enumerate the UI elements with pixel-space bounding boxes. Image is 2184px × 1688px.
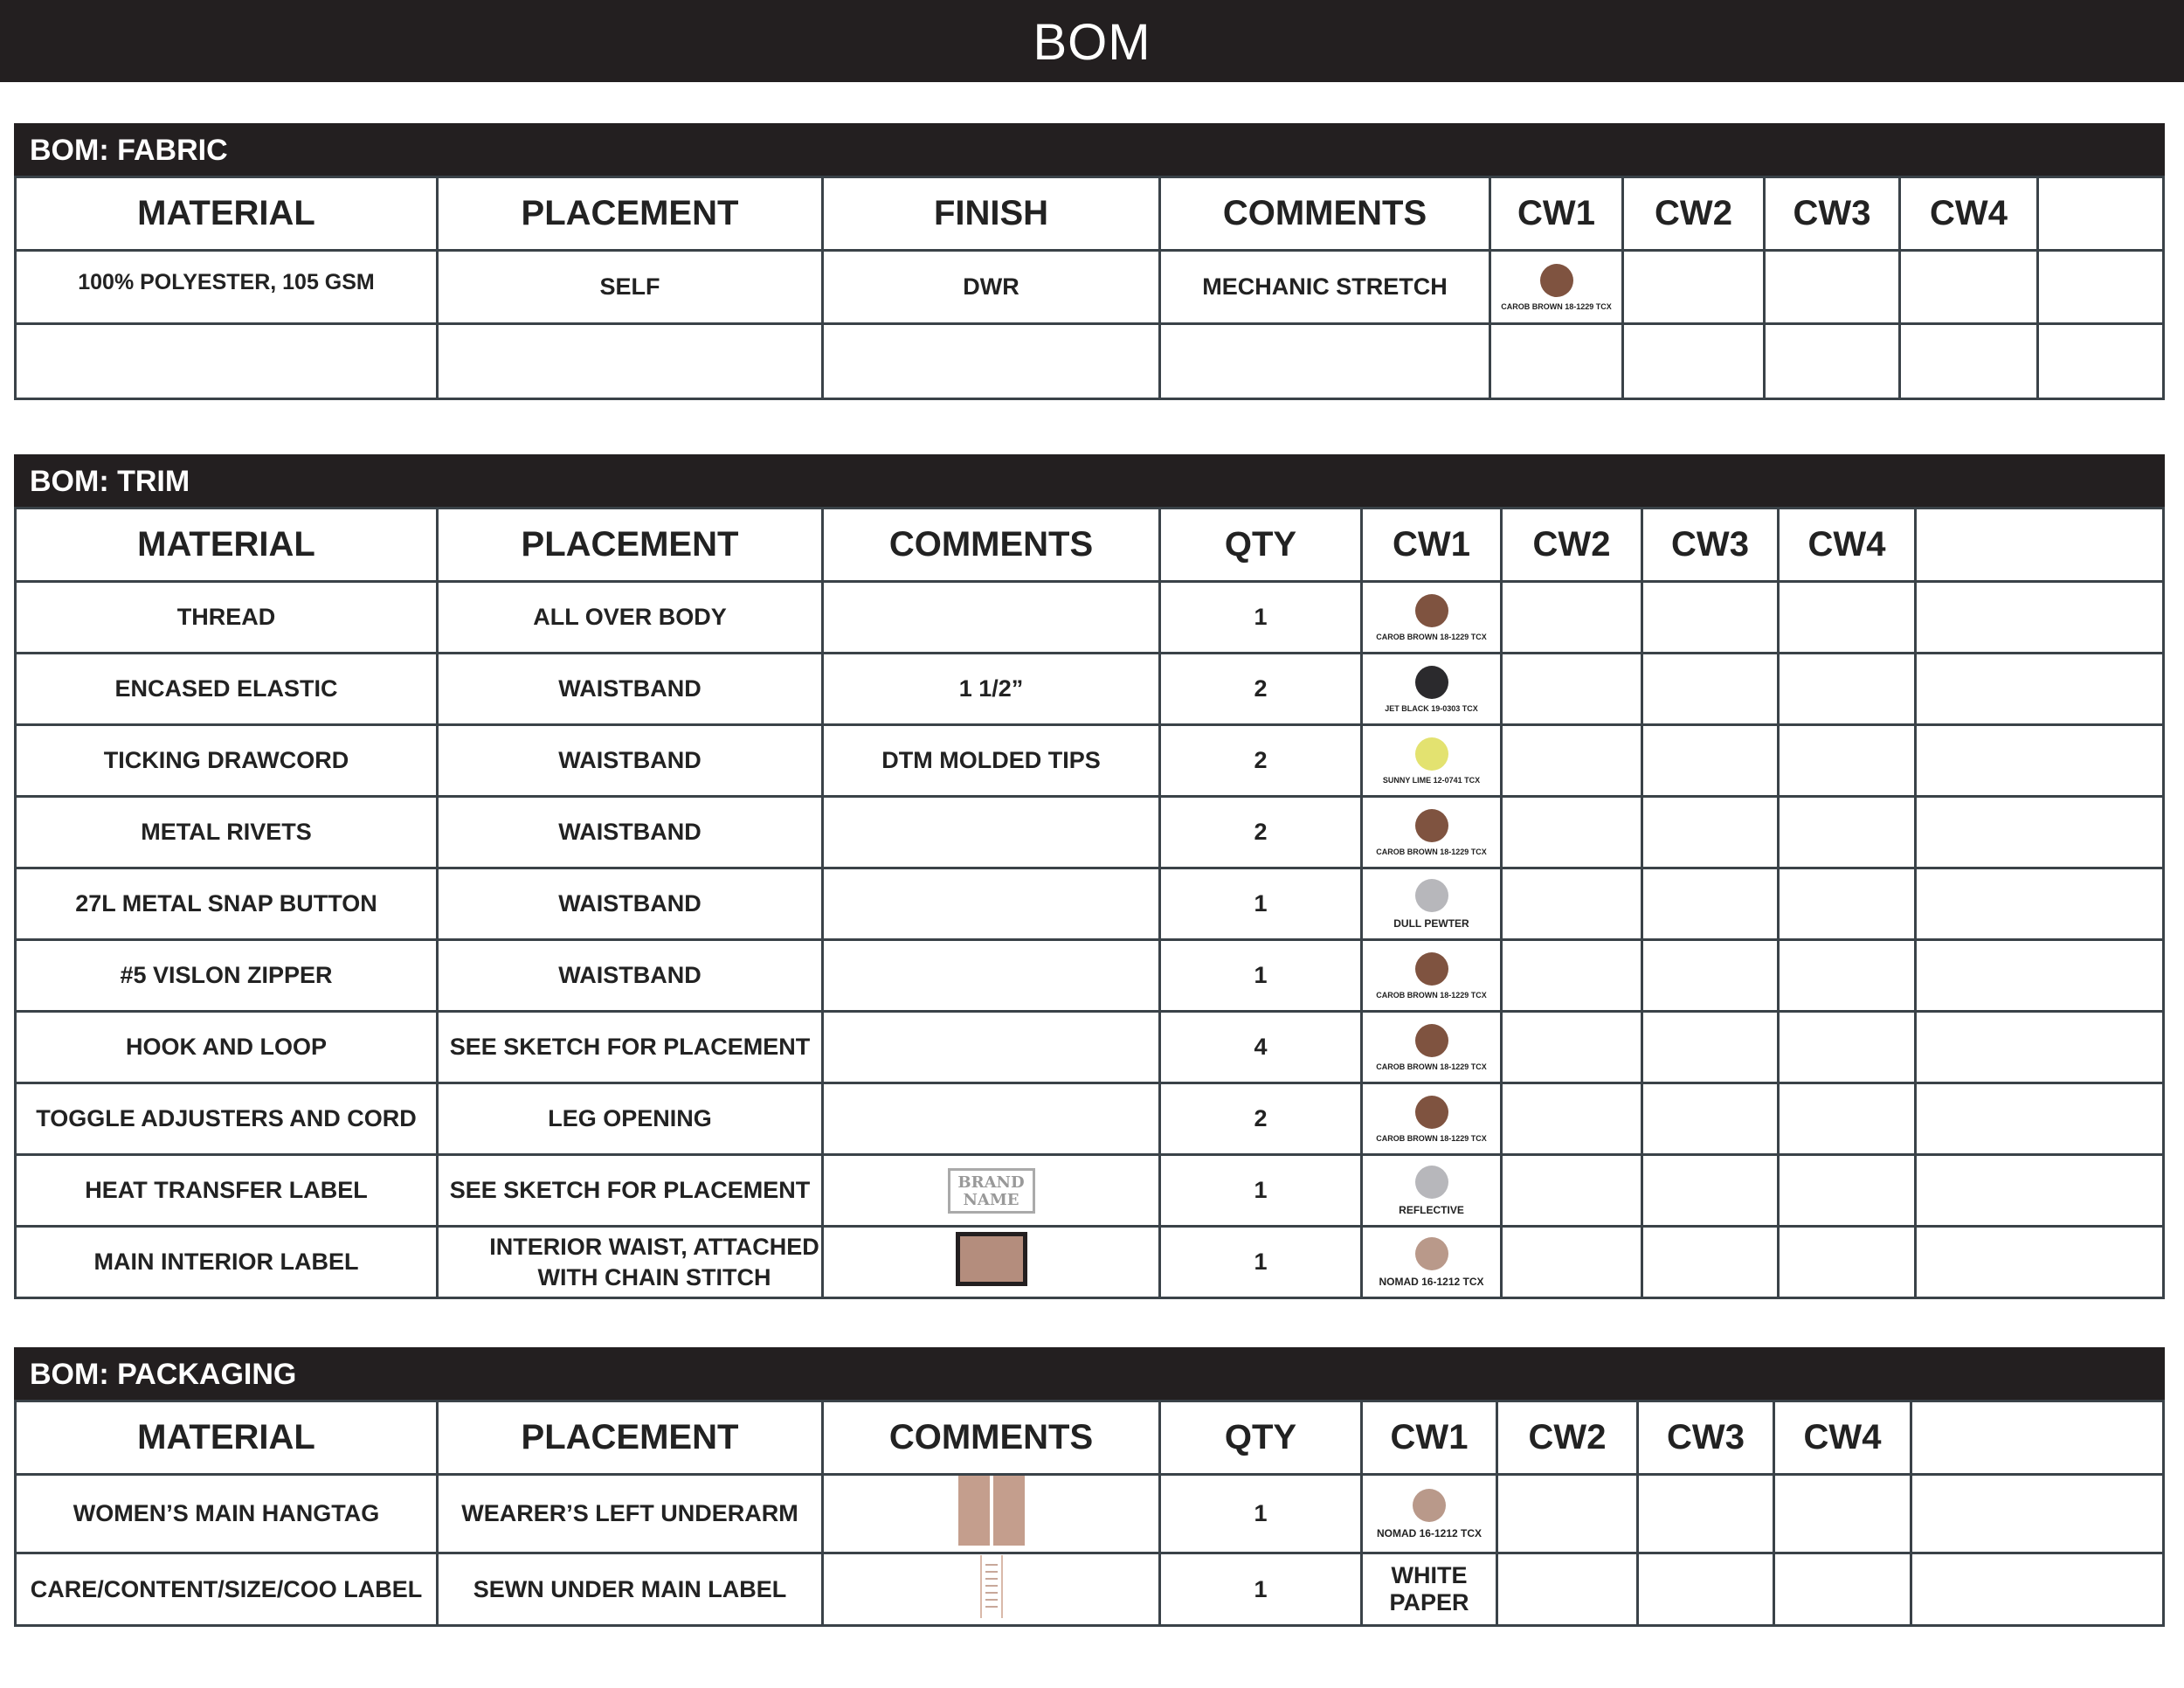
header-material: MATERIAL [16,177,438,251]
packaging-table [14,1400,2165,1627]
table-row [16,1012,2164,1083]
header-cw1: CW1 [1362,1401,1497,1475]
extra-cell [1916,582,2164,654]
cw4-cell [1779,940,1916,1012]
cw4-cell [1779,1155,1916,1227]
extra-cell [1916,654,2164,725]
table-row [16,251,2164,324]
trim-section [14,454,2165,1299]
cw3-cell [1642,582,1779,654]
qty-cell: 1 [1160,582,1362,654]
main-label-image [956,1232,1027,1286]
placement-cell: ALL OVER BODY [438,582,823,654]
cw3-cell [1642,940,1779,1012]
header-comments: COMMENTS [823,508,1160,582]
cw3-cell [1638,1553,1774,1626]
swatch-label: NOMAD 16-1212 TCX [1379,1275,1484,1288]
cw4-cell [1774,1475,1911,1553]
color-swatch [1415,737,1448,771]
finish-cell [823,324,1160,399]
color-text: WHITE PAPER [1389,1562,1469,1615]
comments-cell [1160,324,1490,399]
packaging-section [14,1347,2165,1627]
table-row [16,725,2164,797]
cw3-cell [1642,1012,1779,1083]
cw3-cell [1642,654,1779,725]
color-swatch [1415,666,1448,699]
swatch-label: REFLECTIVE [1399,1203,1464,1216]
swatch-label: SUNNY LIME 12-0741 TCX [1382,775,1481,785]
extra-cell [1911,1475,2164,1553]
swatch-label: NOMAD 16-1212 TCX [1376,1526,1482,1539]
header-comments: COMMENTS [1160,177,1490,251]
placement-cell: WAISTBAND [438,940,823,1012]
table-row [16,1155,2164,1227]
header-cw4: CW4 [1774,1401,1911,1475]
header-qty: QTY [1160,1401,1362,1475]
cw2-cell [1502,940,1642,1012]
extra-cell [1916,725,2164,797]
comments-cell [823,582,1160,654]
placement-cell: SEE SKETCH FOR PLACEMENT [438,1012,823,1083]
material-cell: 27L METAL SNAP BUTTON [16,868,438,940]
material-cell: #5 VISLON ZIPPER [16,940,438,1012]
table-row [16,868,2164,940]
extra-cell [1911,1553,2164,1626]
swatch-label: CAROB BROWN 18-1229 TCX [1376,847,1487,856]
table-row [16,582,2164,654]
cw2-cell [1502,868,1642,940]
material-cell: WOMEN’S MAIN HANGTAG [16,1475,438,1553]
placement-cell: WAISTBAND [438,725,823,797]
header-extra [1916,508,2164,582]
comments-cell: MECHANIC STRETCH [1160,251,1490,324]
cw2-cell [1502,797,1642,868]
cw1-cell [1362,1155,1502,1227]
header-placement: PLACEMENT [438,508,823,582]
cw1-cell [1490,324,1623,399]
qty-cell: 4 [1160,1012,1362,1083]
cw2-cell [1502,654,1642,725]
swatch-label: CAROB BROWN 18-1229 TCX [1501,301,1612,311]
comments-cell [823,868,1160,940]
cw3-cell [1642,797,1779,868]
color-swatch [1415,1024,1448,1057]
cw2-cell [1623,251,1765,324]
cw1-cell [1362,725,1502,797]
qty-cell: 1 [1160,1553,1362,1626]
cw3-cell [1642,1155,1779,1227]
extra-cell [2038,251,2164,324]
color-swatch [1415,594,1448,627]
cw4-cell [1779,797,1916,868]
hangtag-image [958,1476,1025,1546]
header-material: MATERIAL [16,1401,438,1475]
qty-cell: 1 [1160,1475,1362,1553]
cw1-cell [1362,1083,1502,1155]
fabric-section-heading: BOM: FABRIC [14,123,2165,176]
cw3-cell [1765,324,1900,399]
material-cell: ENCASED ELASTIC [16,654,438,725]
cw4-cell [1779,654,1916,725]
qty-cell: 1 [1160,940,1362,1012]
material-cell: HEAT TRANSFER LABEL [16,1155,438,1227]
placement-cell: INTERIOR WAIST, ATTACHED WITH CHAIN STITCH [438,1227,823,1298]
color-swatch [1415,952,1448,986]
color-swatch [1415,809,1448,842]
header-qty: QTY [1160,508,1362,582]
header-cw3: CW3 [1642,508,1779,582]
header-cw4: CW4 [1779,508,1916,582]
qty-cell: 1 [1160,1155,1362,1227]
header-cw2: CW2 [1623,177,1765,251]
extra-cell [1916,1155,2164,1227]
cw1-cell [1362,797,1502,868]
table-row [16,324,2164,399]
placement-cell: WAISTBAND [438,797,823,868]
material-cell: 100% POLYESTER, 105 GSM [16,251,438,324]
material-cell: TOGGLE ADJUSTERS AND CORD [16,1083,438,1155]
header-extra [2038,177,2164,251]
swatch-label: JET BLACK 19-0303 TCX [1385,703,1478,713]
cw3-cell [1642,725,1779,797]
table-row [16,797,2164,868]
cw2-cell [1497,1475,1638,1553]
cw2-cell [1623,324,1765,399]
color-swatch [1413,1489,1446,1522]
table-row [16,1553,2164,1626]
cw4-cell [1900,251,2038,324]
header-cw2: CW2 [1497,1401,1638,1475]
qty-cell: 2 [1160,725,1362,797]
swatch-label: DULL PEWTER [1393,917,1469,930]
header-cw1: CW1 [1490,177,1623,251]
color-swatch [1415,879,1448,912]
cw1-cell [1362,940,1502,1012]
trim-table [14,507,2165,1299]
cw1-cell [1362,1227,1502,1298]
comments-cell [823,940,1160,1012]
material-cell: TICKING DRAWCORD [16,725,438,797]
fabric-section [14,123,2165,400]
cw1-cell [1362,1012,1502,1083]
swatch-label: CAROB BROWN 18-1229 TCX [1376,990,1487,1000]
material-cell: METAL RIVETS [16,797,438,868]
packaging-section-heading: BOM: PACKAGING [14,1347,2165,1400]
cw1-cell [1362,868,1502,940]
placement-cell: WEARER’S LEFT UNDERARM [438,1475,823,1553]
extra-cell [1916,1227,2164,1298]
placement-cell: SELF [438,251,823,324]
header-material: MATERIAL [16,508,438,582]
cw4-cell [1779,868,1916,940]
cw2-cell [1502,1083,1642,1155]
cw2-cell [1502,1227,1642,1298]
fabric-table [14,176,2165,400]
placement-cell [438,324,823,399]
comments-cell [823,1083,1160,1155]
comments-cell [823,797,1160,868]
comments-cell [823,1012,1160,1083]
extra-cell [1916,1083,2164,1155]
header-comments: COMMENTS [823,1401,1160,1475]
comments-cell: 1 1/2” [823,654,1160,725]
cw3-cell [1642,868,1779,940]
color-swatch [1415,1166,1448,1199]
cw1-cell [1362,1553,1497,1626]
swatch-label: CAROB BROWN 18-1229 TCX [1376,632,1487,641]
placement-cell: SEWN UNDER MAIN LABEL [438,1553,823,1626]
extra-cell [1916,868,2164,940]
cw1-cell [1362,582,1502,654]
table-row [16,940,2164,1012]
extra-cell [1916,797,2164,868]
header-cw3: CW3 [1765,177,1900,251]
table-row [16,654,2164,725]
cw4-cell [1774,1553,1911,1626]
cw3-cell [1765,251,1900,324]
header-placement: PLACEMENT [438,177,823,251]
material-cell [16,324,438,399]
placement-cell: SEE SKETCH FOR PLACEMENT [438,1155,823,1227]
qty-cell: 1 [1160,868,1362,940]
cw2-cell [1502,1155,1642,1227]
header-cw2: CW2 [1502,508,1642,582]
qty-cell: 1 [1160,1227,1362,1298]
color-swatch [1415,1237,1448,1270]
cw2-cell [1502,725,1642,797]
cw4-cell [1779,725,1916,797]
placement-cell: WAISTBAND [438,654,823,725]
page-title: BOM [0,0,2184,82]
cw1-cell [1490,251,1623,324]
finish-cell: DWR [823,251,1160,324]
material-cell: THREAD [16,582,438,654]
cw2-cell [1497,1553,1638,1626]
extra-cell [2038,324,2164,399]
qty-cell: 2 [1160,797,1362,868]
header-cw3: CW3 [1638,1401,1774,1475]
cw4-cell [1779,1227,1916,1298]
cw4-cell [1779,582,1916,654]
comments-cell [823,1155,1160,1227]
placement-cell: WAISTBAND [438,868,823,940]
swatch-label: CAROB BROWN 18-1229 TCX [1376,1133,1487,1143]
qty-cell: 2 [1160,654,1362,725]
comments-cell [823,1227,1160,1298]
cw2-cell [1502,582,1642,654]
cw3-cell [1642,1083,1779,1155]
table-row [16,1083,2164,1155]
brand-label-image: BRAND NAME [948,1168,1035,1214]
placement-cell: LEG OPENING [438,1083,823,1155]
comments-cell: DTM MOLDED TIPS [823,725,1160,797]
extra-cell [1916,1012,2164,1083]
color-swatch [1540,264,1573,297]
header-placement: PLACEMENT [438,1401,823,1475]
care-label-image [980,1555,1003,1618]
header-extra [1911,1401,2164,1475]
material-cell: HOOK AND LOOP [16,1012,438,1083]
cw1-cell [1362,1475,1497,1553]
trim-section-heading: BOM: TRIM [14,454,2165,507]
cw3-cell [1642,1227,1779,1298]
cw4-cell [1779,1083,1916,1155]
cw4-cell [1779,1012,1916,1083]
cw2-cell [1502,1012,1642,1083]
material-cell: MAIN INTERIOR LABEL [16,1227,438,1298]
header-finish: FINISH [823,177,1160,251]
comments-cell [823,1475,1160,1553]
cw1-cell [1362,654,1502,725]
extra-cell [1916,940,2164,1012]
cw4-cell [1900,324,2038,399]
swatch-label: CAROB BROWN 18-1229 TCX [1376,1062,1487,1071]
comments-cell [823,1553,1160,1626]
qty-cell: 2 [1160,1083,1362,1155]
material-cell: CARE/CONTENT/SIZE/COO LABEL [16,1553,438,1626]
cw3-cell [1638,1475,1774,1553]
table-row [16,1227,2164,1298]
table-row [16,1475,2164,1553]
header-cw1: CW1 [1362,508,1502,582]
header-cw4: CW4 [1900,177,2038,251]
color-swatch [1415,1096,1448,1129]
